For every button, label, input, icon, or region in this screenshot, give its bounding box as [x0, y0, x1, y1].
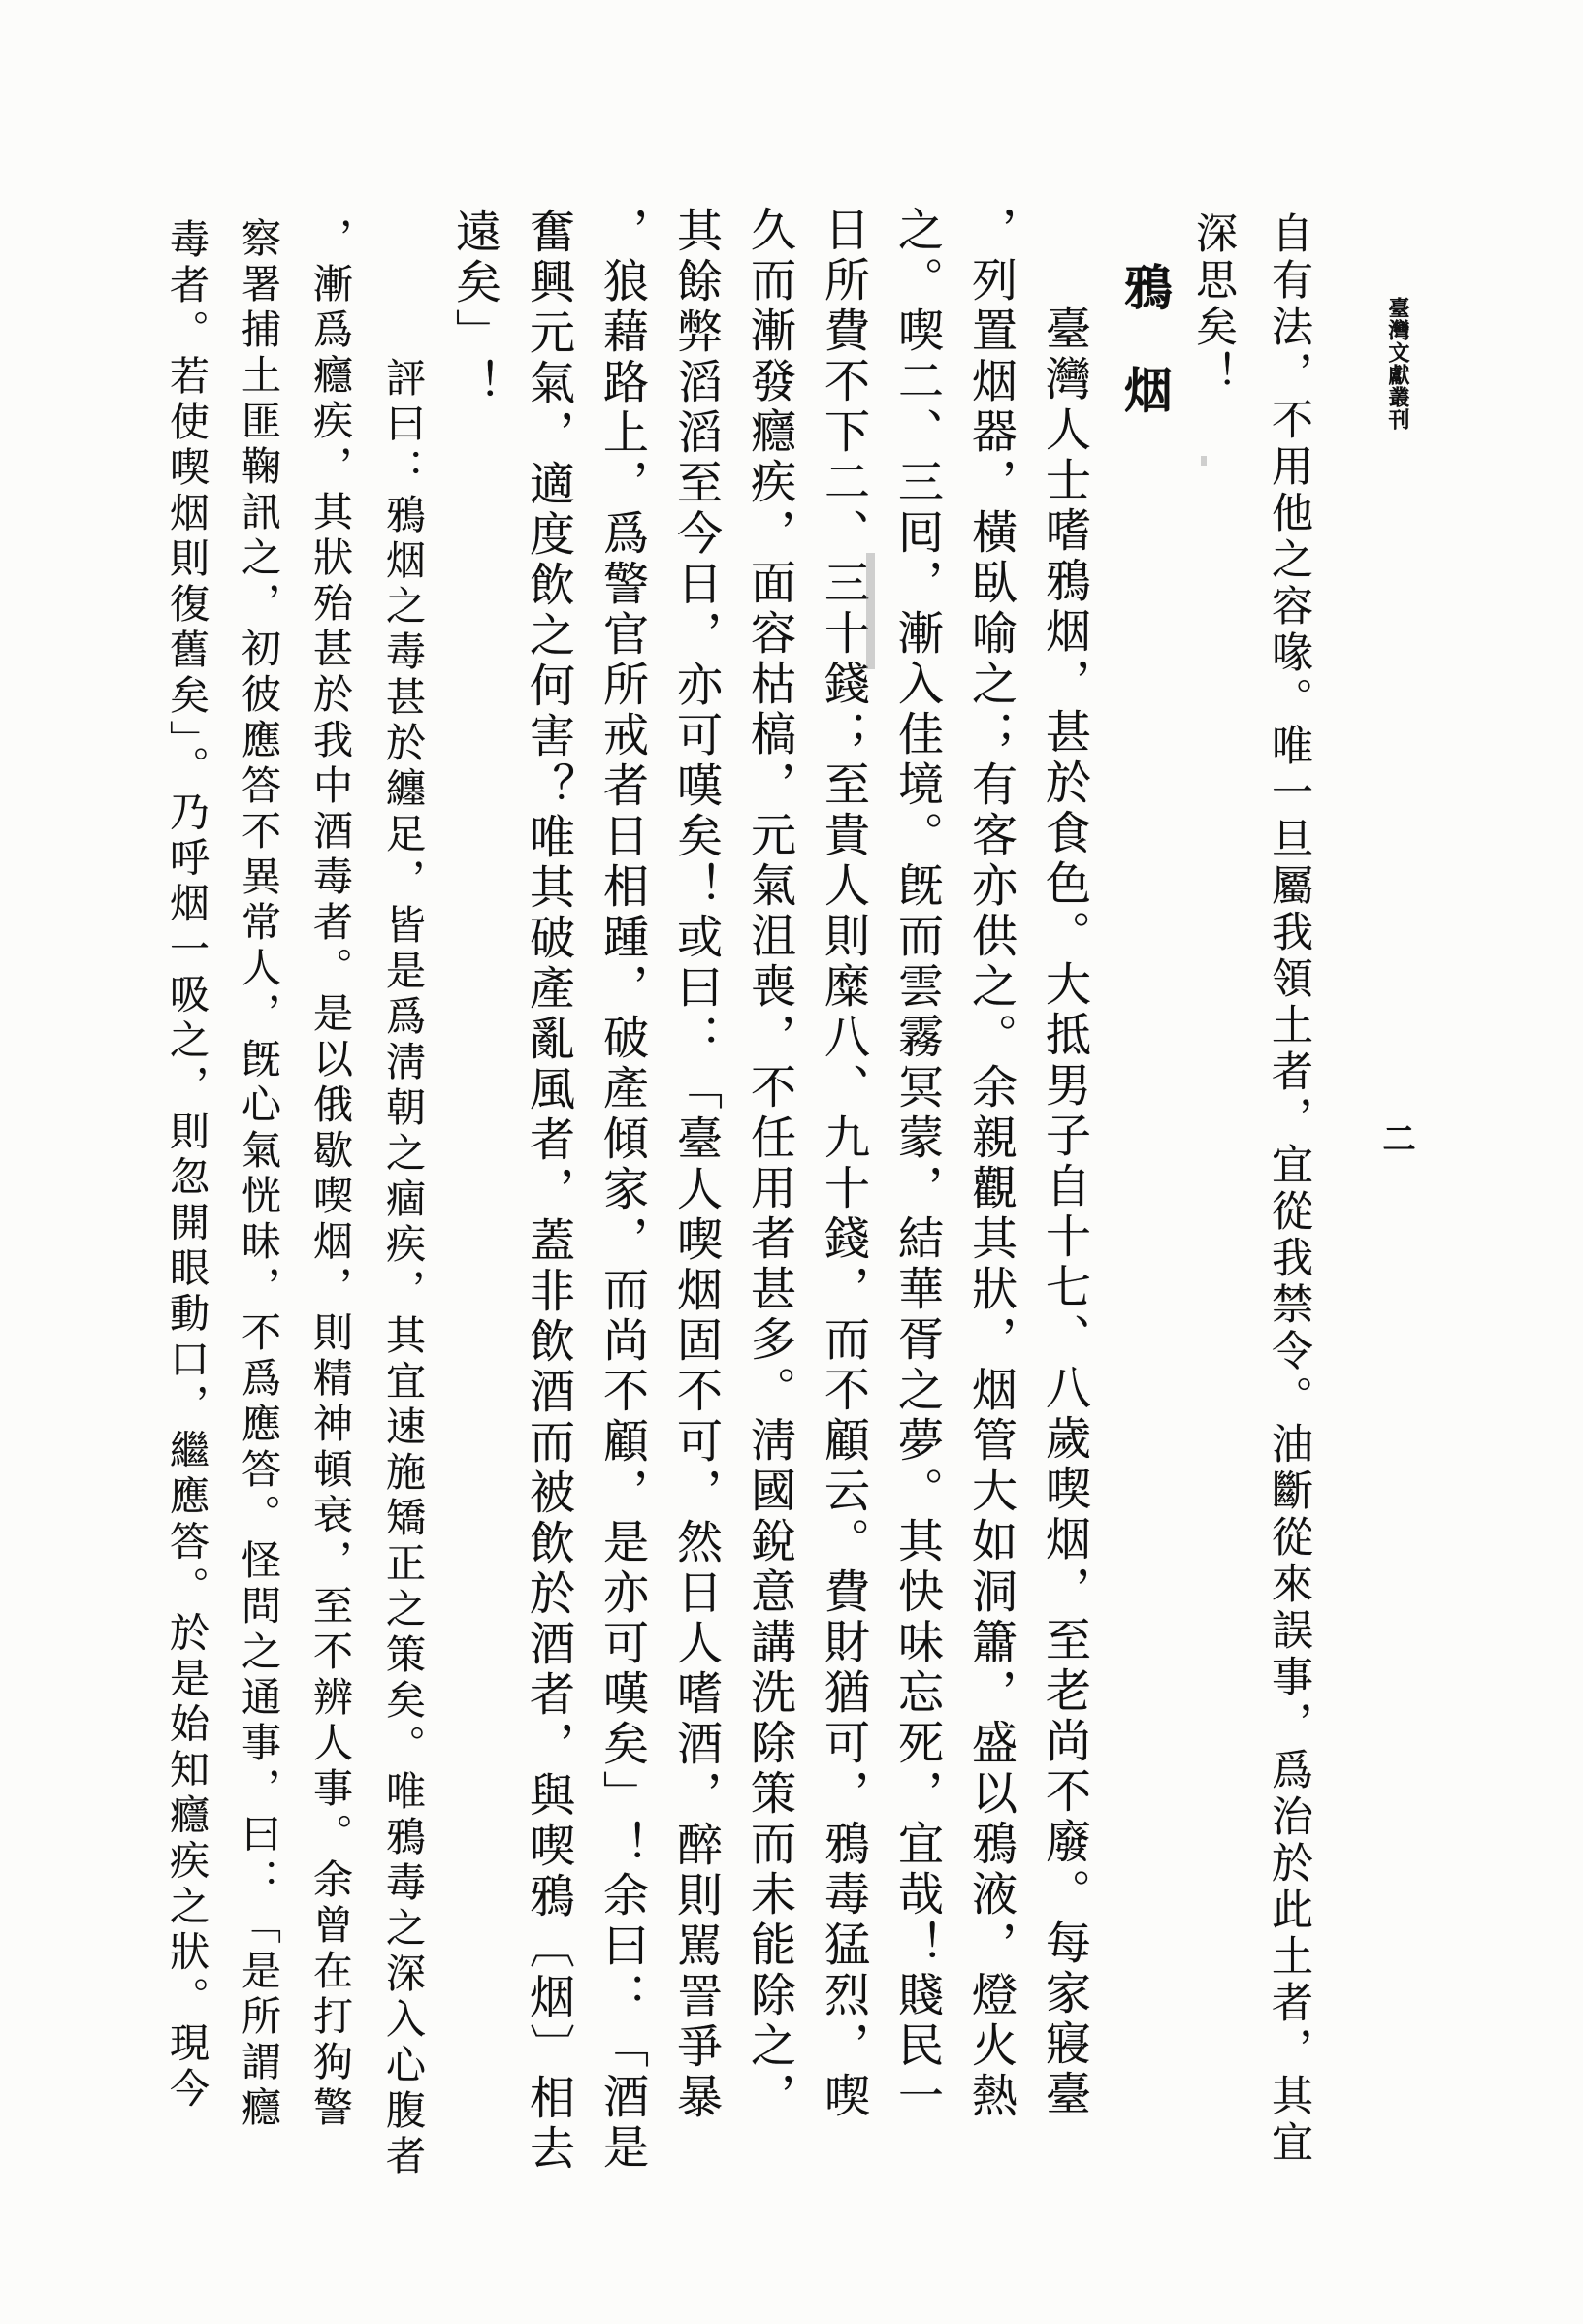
- previous-paragraph-column-2: 深思矣！: [1190, 211, 1236, 398]
- previous-paragraph-column-1: 自有法，不用他之容喙。唯一旦屬我領土者，宜從我禁令。油斷從來誤事，爲治於此土者，其宜: [1266, 211, 1311, 2167]
- running-head: 臺灣文獻叢刊: [1386, 297, 1410, 431]
- body-column-4: 日所費不下二、三十錢；至貴人則糜八、九十錢，而不顧云。費財猶可，鴉毒猛烈，喫: [818, 206, 868, 2122]
- page-number: 二: [1377, 1121, 1413, 1154]
- commentary-column-3: 察署捕土匪鞠訊之，初彼應答不異常人，旣心氣恍昧，不爲應答。怪問之通事，曰：「是所謂癮: [236, 217, 280, 2132]
- body-column-3: 之。喫二、三囘，漸入佳境。旣而雲霧冥蒙，結華胥之夢。其快味忘死，宜哉！賤民一: [891, 206, 942, 2122]
- body-column-6: 其餘弊滔滔至今日，亦可嘆矣！或曰：「臺人喫烟固不可，然日人嗜酒，醉則駡詈爭暴: [670, 207, 721, 2123]
- body-column-8: 奮興元氣，適度飲之何害？唯其破產亂風者，蓋非飲酒而被飲於酒者，與喫鴉〔烟〕相去: [523, 208, 573, 2175]
- commentary-column-1: 評曰：鴉烟之毒甚於纏足，皆是爲淸朝之痼疾，其宜速施矯正之策矣。唯鴉毒之深入心腹者: [380, 357, 425, 2180]
- body-column-5: 久而漸發癮疾，面容枯槁，元氣沮喪，不任用者甚多。淸國銳意講洗除策而未能除之，: [744, 206, 794, 2122]
- scan-speck: [1201, 456, 1207, 466]
- section-title: 鴉 烟: [1117, 262, 1172, 416]
- body-column-1: 臺灣人士嗜鴉烟，甚於食色。大抵男子自十七、八歲喫烟，至老尚不廢。每家寢臺: [1039, 305, 1089, 2120]
- commentary-column-4: 毒者。若使喫烟則復舊矣」。乃呼烟一吸之，則忽開眼動口，繼應答。於是始知癮疾之狀。現今: [164, 218, 209, 2114]
- body-column-2: ，列置烟器，橫臥喻之；有客亦供之。余親觀其狀，烟管大如洞簫，盛以鴉液，燈火熱: [965, 206, 1016, 2122]
- body-column-9: 遠矣」！: [449, 208, 500, 409]
- commentary-column-2: ，漸爲癮疾，其狀殆甚於我中酒毒者。是以俄歇喫烟，則精神頓衰，至不辨人事。余曾在打狗警: [307, 217, 352, 2132]
- body-column-7: ，狼藉路上，爲警官所戒者日相踵，破產傾家，而尚不顧，是亦可嘆矣」！余曰：「酒是: [597, 207, 647, 2174]
- scan-smudge: [866, 553, 875, 669]
